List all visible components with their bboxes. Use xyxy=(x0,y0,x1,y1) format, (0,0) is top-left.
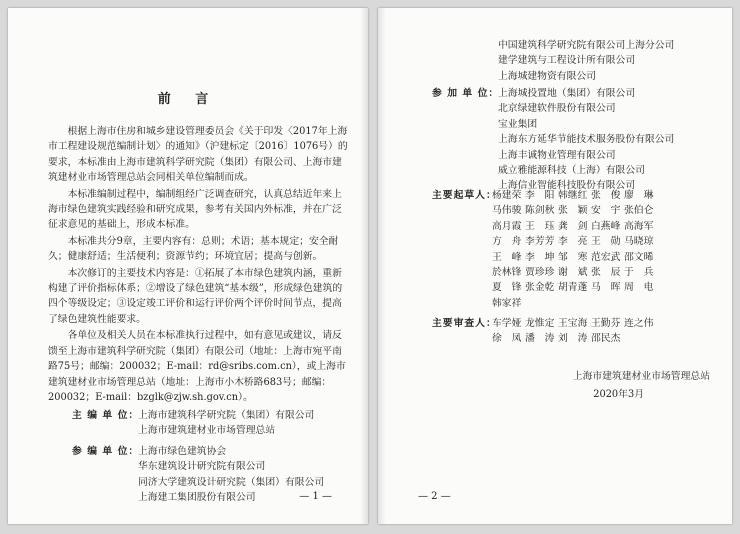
list-item: 华东建筑设计研究院有限公司 xyxy=(138,461,266,473)
list-item: 上海信业智能科技股份有限公司 xyxy=(498,180,636,192)
page-number: — 2 — xyxy=(418,491,451,502)
paragraph: 根据上海市住房和城乡建设管理委员会《关于印发〈2017年上海市工程建设规范编制计划〉的通知》（沪建标定〔2016〕1076号）的要求，本标准由上海市建筑科学研究院（集团）有限公司、上海市建筑建材业市场管理总站会同相关单位编制而成。 xyxy=(48,126,348,184)
person-name: 方 舟 xyxy=(492,236,522,248)
person-name: 车学娅 xyxy=(492,318,522,329)
paragraph: 各单位及相关人员在本标准执行过程中，如有意见或建议，请反馈至上海市建筑科学研究院（集团）有限公司（地址：上海市宛平南路75号；邮编：200032；E-mail：rd@sribs.com.cn），或上海市建筑建材业市场管理总站（地址：上海市小木桥路683号；邮编：200032；E-mail：bzglk@zjw.sh.gov.cn）。 xyxy=(48,330,346,403)
person-name: 李芳芳 xyxy=(525,236,555,248)
person-name: 刘 涛 xyxy=(558,333,588,345)
person-name: 白燕峰 xyxy=(591,220,621,232)
person-name: 马晓琼 xyxy=(624,236,654,248)
chief-units-label: 主 编 单 位： xyxy=(72,410,140,421)
person-name: 马 晖 xyxy=(591,282,621,294)
person-name: 李 坤 xyxy=(525,251,555,263)
person-name: 周 电 xyxy=(624,282,654,294)
drafters-row xyxy=(492,265,657,280)
person-name: 安 宇 xyxy=(591,205,621,217)
person-name: 邵民杰 xyxy=(591,333,621,345)
person-name: 於林锋 xyxy=(492,267,522,279)
person-name: 张 辰 xyxy=(591,267,621,279)
drafters-row xyxy=(492,234,657,249)
reviewers-row xyxy=(492,316,657,331)
signature-org: 上海市建筑建材业市场管理总站 xyxy=(572,371,710,382)
list-item: 威立雅能源科技（上海）有限公司 xyxy=(498,165,645,177)
person-name: 韩家祥 xyxy=(492,297,522,309)
person-name: 高海军 xyxy=(624,220,654,232)
reviewers-block xyxy=(428,316,728,350)
person-name: 王 勋 xyxy=(591,236,621,248)
paragraph: 本标准共分9章，主要内容有：总则；术语；基本规定；安全耐久；健康舒适；生活便利；资源节约；环境宜居；提高与创新。 xyxy=(48,235,339,263)
list-item: 上海市建筑科学研究院（集团）有限公司 xyxy=(138,410,315,421)
person-name: 马伟骏 xyxy=(492,205,522,217)
person-name: 王宝海 xyxy=(558,318,588,329)
person-name: 胡青蓬 xyxy=(558,282,588,294)
reviewers-list xyxy=(492,316,657,347)
signature-date: 2020年3月 xyxy=(593,389,644,400)
drafters-list xyxy=(492,188,657,311)
list-item: 上海城建物资有限公司 xyxy=(498,70,596,82)
continued-units-list xyxy=(498,38,728,84)
person-name: 邵文晞 xyxy=(624,251,654,263)
preface-body xyxy=(48,124,348,405)
page-heading: 前 言 xyxy=(157,92,219,107)
page-left xyxy=(8,8,368,524)
participant-units-label: 参 编 单 位： xyxy=(72,446,140,457)
person-name: 徐 凤 xyxy=(492,333,522,345)
person-name: 杨建荣 xyxy=(492,190,522,201)
participating-units-label: 参 加 单 位： xyxy=(432,88,500,99)
drafters-row xyxy=(492,280,657,295)
list-item: 中国建筑科学研究院有限公司上海分公司 xyxy=(498,40,675,51)
drafters-block xyxy=(428,188,728,318)
page-right xyxy=(378,8,732,524)
person-name: 连之伟 xyxy=(624,318,654,329)
person-name: 谢 斌 xyxy=(558,267,588,279)
binding-shadow xyxy=(360,8,368,524)
reviewers-row xyxy=(492,331,657,346)
binding-shadow xyxy=(378,8,386,524)
person-name: 张伯仑 xyxy=(624,205,654,217)
person-name: 韩继红 xyxy=(558,190,588,201)
person-name: 张金乾 xyxy=(525,282,555,294)
drafters-label: 主要起草人： xyxy=(432,190,497,201)
person-name: 龚 剑 xyxy=(558,220,588,232)
list-item: 建学建筑与工程设计所有限公司 xyxy=(498,55,636,67)
list-item: 上海丰诚物业管理有限公司 xyxy=(498,149,616,161)
chief-units-block xyxy=(52,408,352,440)
paragraph: 本标准编制过程中，编制组经广泛调查研究，认真总结近年来上海市绿色建筑实践经验和研究成果，参考有关国内外标准，并在广泛征求意见的基础上，形成本标准。 xyxy=(48,188,342,231)
person-name: 于 兵 xyxy=(624,267,654,279)
paragraph: 本次修订的主要技术内容是：①拓展了本市绿色建筑内涵，重新构建了评价指标体系；②增设了绿色建筑“基本级”，形成绿色建筑的四个等级设定；③设定竣工评价和运行评价两个评价时间节点，提高了绿色建筑性能要求。 xyxy=(48,267,343,325)
drafters-row xyxy=(492,250,657,265)
person-name: 王 珏 xyxy=(525,220,555,232)
person-name: 高月霞 xyxy=(492,220,522,232)
participating-units-block xyxy=(428,86,728,198)
person-name: 范宏武 xyxy=(591,251,621,263)
list-item: 上海市建筑建材业市场管理总站 xyxy=(138,425,276,437)
person-name: 张 俊 xyxy=(591,190,621,201)
list-item: 宝业集团 xyxy=(498,118,538,130)
person-name: 龙惟定 xyxy=(525,318,555,329)
person-name: 李 阳 xyxy=(525,190,555,201)
person-name: 邹 寒 xyxy=(558,251,588,263)
page-number: — 1 — xyxy=(299,491,332,502)
person-name: 王勤芬 xyxy=(591,318,621,329)
list-item: 北京绿建软件股份有限公司 xyxy=(498,103,616,115)
person-name: 贾珍珍 xyxy=(525,267,555,279)
person-name: 夏 锋 xyxy=(492,282,522,294)
participating-units-list xyxy=(498,86,674,194)
person-name: 张 颖 xyxy=(558,205,588,217)
list-item: 上海城投置地（集团）有限公司 xyxy=(498,88,636,99)
reviewers-label: 主要审查人： xyxy=(432,318,497,329)
list-item: 上海东方延华节能技术服务股份有限公司 xyxy=(498,134,675,146)
drafters-row xyxy=(492,188,657,203)
person-name: 王 峰 xyxy=(492,251,522,263)
list-item: 上海建工集团股份有限公司 xyxy=(138,492,256,504)
person-name: 潘 涛 xyxy=(525,333,555,345)
chief-units-list xyxy=(138,408,314,439)
list-item: 上海市绿色建筑协会 xyxy=(138,446,227,457)
person-name: 廖 琳 xyxy=(624,190,654,201)
list-item: 同济大学建筑设计研究院（集团）有限公司 xyxy=(138,476,325,488)
participant-units-list xyxy=(138,444,324,506)
person-name: 陈剑秋 xyxy=(525,205,555,217)
person-name: 李 亮 xyxy=(558,236,588,248)
drafters-row xyxy=(492,203,657,218)
drafters-row xyxy=(492,219,657,234)
drafters-row xyxy=(492,296,657,311)
